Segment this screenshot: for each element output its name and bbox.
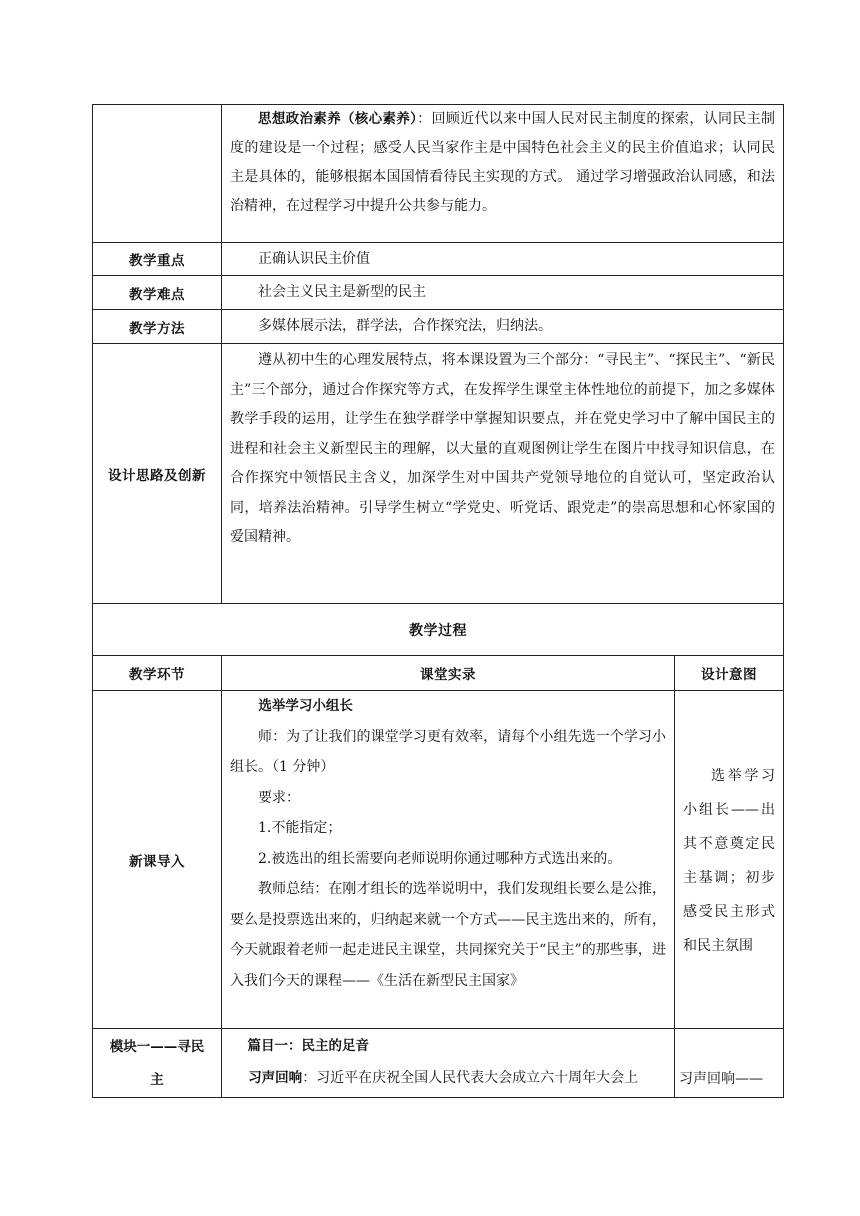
method-label: 教学方法 bbox=[129, 320, 185, 337]
intro-paragraph-2: 要求： bbox=[258, 789, 300, 806]
design-value-cell bbox=[222, 344, 783, 603]
intro-intent: 选举学习小组长——出其不意奠定民主基调；初步感受民主形式和民主氛围 bbox=[683, 768, 775, 954]
intro-paragraph-1: 师：为了让我们的课堂学习更有效率，请每个小组先选一个学习小组长。（1 分钟） bbox=[230, 728, 666, 775]
module1-stage-line2: 主 bbox=[150, 1072, 164, 1088]
intro-record-cell bbox=[222, 691, 674, 1028]
module1-echo-text: ：习近平在庆祝全国人民代表大会成立六十周年大会上 bbox=[302, 1070, 639, 1086]
module1-section-title: 篇目一：民主的足音 bbox=[247, 1038, 370, 1054]
module1-stage-line1: 模块一——寻民 bbox=[109, 1039, 205, 1055]
literacy-text: ：回顾近代以来中国人民对民主制度的探索，认同民主制度的建设是一个过程；感受人民当家作主是中国特色社会主义的民主价值追求；认同民主是具体的，能够根据本国国情看待民主实现的方式。 通过学习增强政治认同感，和法治精神，在过程学习中提升公共参与能力。 bbox=[230, 111, 776, 214]
header-intent: 设计意图 bbox=[701, 667, 757, 683]
intro-paragraph-4: 2.被选出的组长需要向老师说明你通过哪种方式选出来的。 bbox=[258, 850, 622, 867]
intro-stage: 新课导入 bbox=[129, 853, 185, 870]
intro-title: 选举学习小组长 bbox=[258, 698, 353, 714]
literacy-cell bbox=[222, 104, 783, 242]
module1-echo-title: 习声回响 bbox=[248, 1070, 303, 1086]
difficulty-label: 教学难点 bbox=[129, 286, 185, 303]
header-record: 课堂实录 bbox=[420, 667, 476, 683]
table-border-bottom bbox=[92, 1097, 784, 1098]
process-title: 教学过程 bbox=[409, 622, 467, 639]
module1-record-cell bbox=[222, 1029, 674, 1097]
literacy-title: 思想政治素养（核心素养） bbox=[258, 111, 418, 127]
method-value-cell bbox=[222, 310, 783, 343]
intro-intent-cell bbox=[675, 691, 783, 1028]
intro-paragraph-3: 1.不能指定； bbox=[258, 820, 342, 836]
design-label: 设计思路及创新 bbox=[108, 467, 206, 484]
module1-intent: 习声回响—— bbox=[679, 1071, 763, 1087]
difficulty-value: 社会主义民主是新型的民主 bbox=[258, 284, 426, 300]
difficulty-value-cell bbox=[222, 276, 783, 309]
design-value: 遵从初中生的心理发展特点，将本课设置为三个部分：“寻民主”、“探民主”、“新民主”三个部分，通过合作探究等方式，在发挥学生课堂主体性地位的前提下，加之多媒体教学手段的运用，让学生在独学群学中掌握知识要点，并在党史学习中了解中国民主的进程和社会主义新型民主的理解，以大量的直观图例让学生在图片中找寻知识信息，在合作探究中领悟民主含义，加深学生对中国共产党领导地位的自觉认可，坚定政治认同，培养法治精神。引导学生树立“学党史、听党话、跟党走”的崇高思想和心怀家国的爱国精神。 bbox=[230, 352, 775, 545]
table-border-right bbox=[783, 104, 784, 1098]
header-stage: 教学环节 bbox=[129, 667, 185, 683]
key-point-label: 教学重点 bbox=[129, 253, 185, 269]
key-point-value-cell bbox=[222, 243, 783, 275]
module1-stage-cell bbox=[93, 1029, 221, 1097]
key-point-value: 正确认识民主价值 bbox=[258, 251, 370, 267]
method-value: 多媒体展示法，群学法，合作探究法，归纳法。 bbox=[258, 318, 552, 334]
module1-intent-cell bbox=[675, 1029, 783, 1097]
intro-paragraph-5: 教师总结：在刚才组长的选举说明中，我们发现组长要么是公推，要么是投票选出来的，归纳起来就一个方式——民主选出来的，所有，今天就跟着老师一起走进民主课堂，共同探究关于“民主”的那些事，进入我们今天的课程——《生活在新型民主国家》 bbox=[230, 881, 666, 989]
